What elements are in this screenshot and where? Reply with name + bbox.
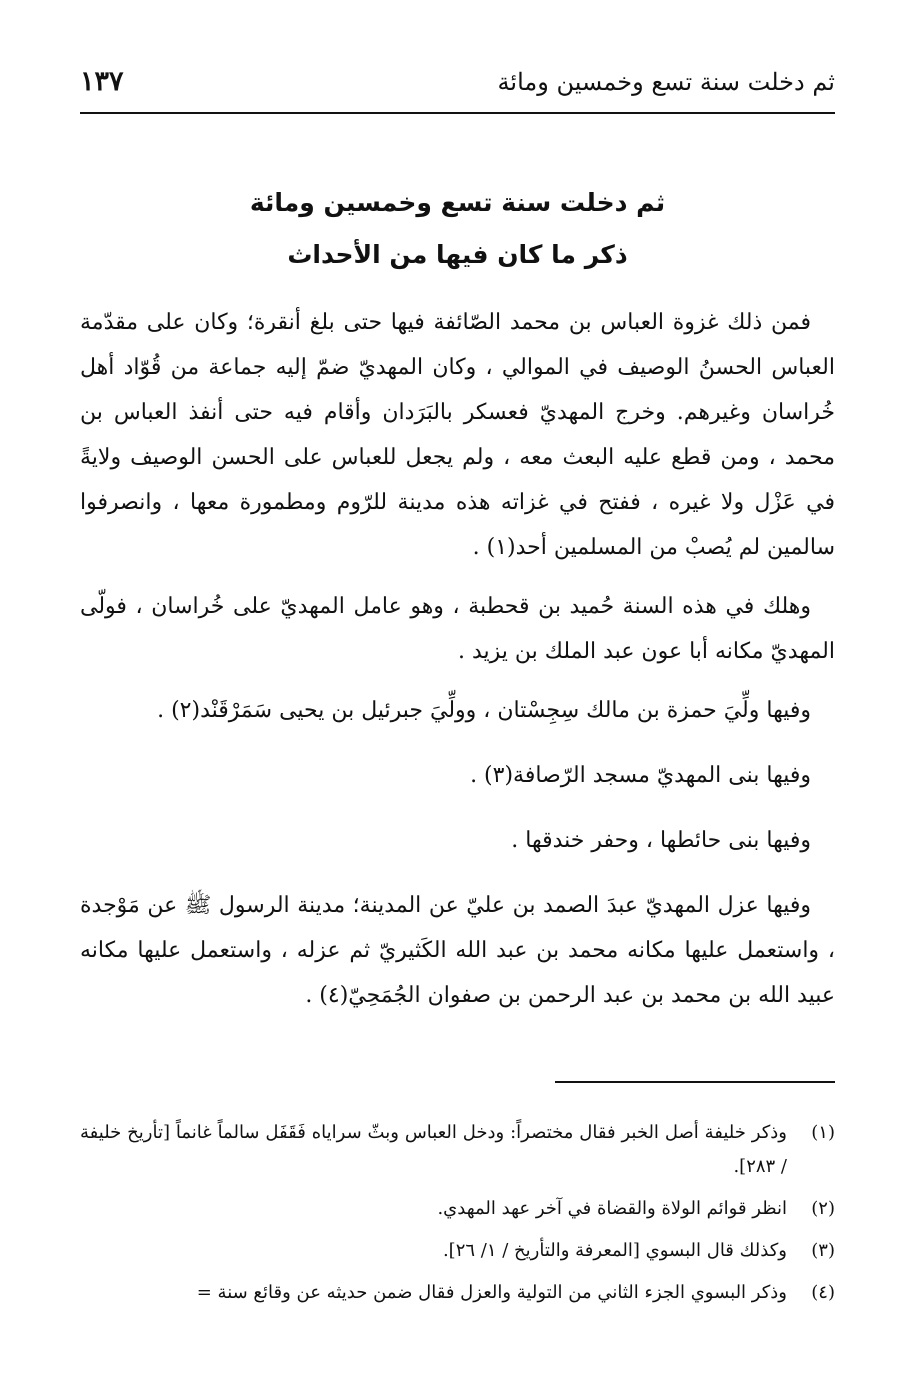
chapter-title: ثم دخلت سنة تسع وخمسين ومائة: [249, 188, 666, 217]
footnote-number: (٤): [811, 1282, 835, 1303]
section-subtitle: ذكر ما كان فيها من الأحداث: [287, 240, 628, 269]
page-header: [80, 62, 835, 114]
paragraph-wall-trench: وفيها بنى حائطها ، وحفر خندقها .: [511, 828, 811, 853]
paragraph-rusafa-mosque: وفيها بنى المهديّ مسجد الرّصافة(٣) .: [470, 763, 811, 788]
footnote-divider: [555, 1081, 835, 1083]
paragraph-medina-governor: وفيها عزل المهديّ عبدَ الصمد بن عليّ عن المدينة؛ مدينة الرسول ﷺ عن مَوْجدة ، واستعمل عليها مكانه محمد بن عبد الله الكَثيريّ ثم عزله ، واستعمل عليها مكانه عبيد الله بن محمد بن عبد الرحمن بن صفوان الجُمَحِيّ(٤) .: [80, 893, 835, 1008]
paragraph-humaid-death: وهلك في هذه السنة حُميد بن قحطبة ، وهو عامل المهديّ على خُراسان ، فولّى المهديّ مكانه أبا عون عبد الملك بن يزيد .: [80, 594, 835, 664]
page-number: ١٣٧: [80, 66, 124, 97]
paragraph-abbas-raid: فمن ذلك غزوة العباس بن محمد الصّائفة فيها حتى بلغ أنقرة؛ وكان على مقدّمة العباس الحسنُ الوصيف في الموالي ، وكان المهديّ ضمّ إليه جماعة من قُوّاد أهل خُراسان وغيرهم. وخرج المهديّ فعسكر بالبَرَدان وأقام فيه حتى أنفذ العباس بن محمد ، ومن قطع عليه البعث معه ، ولم يجعل للعباس على الحسن الوصيف ولايةً في عَزْل ولا غيره ، ففتح في غزاته هذه مدينة للرّوم ومطمورة معها ، وانصرفوا سالمين لم يُصبْ من المسلمين أحد(١) .: [80, 310, 835, 560]
footnote: [80, 1234, 835, 1268]
footnote: [80, 1276, 835, 1310]
running-title: ثم دخلت سنة تسع وخمسين ومائة: [497, 68, 835, 96]
footnote-number: (٢): [811, 1198, 835, 1219]
footnote-number: (١): [811, 1122, 835, 1143]
footnote-text: وذكر البسوي الجزء الثاني من التولية والعزل فقال ضمن حديثه عن وقائع سنة =: [196, 1282, 787, 1303]
footnotes: [80, 1116, 835, 1318]
footnote-text: وذكر خليفة أصل الخبر فقال مختصراً: ودخل العباس وبثّ سراياه فَقَفَل سالماً غانماً [تأريخ خليفة / ٢٨٣].: [80, 1122, 787, 1177]
footnote: [80, 1192, 835, 1226]
footnote-text: انظر قوائم الولاة والقضاة في آخر عهد المهدي.: [437, 1198, 787, 1219]
footnote: [80, 1116, 835, 1184]
footnote-number: (٣): [811, 1240, 835, 1261]
paragraph-appointments: وفيها ولِّيَ حمزة بن مالك سِجِسْتان ، وولِّيَ جبرئيل بن يحيى سَمَرْقَنْد(٢) .: [157, 698, 811, 723]
footnote-text: وكذلك قال البسوي [المعرفة والتأريخ / ١/ ٢٦].: [442, 1240, 787, 1261]
main-text: [80, 300, 835, 1032]
